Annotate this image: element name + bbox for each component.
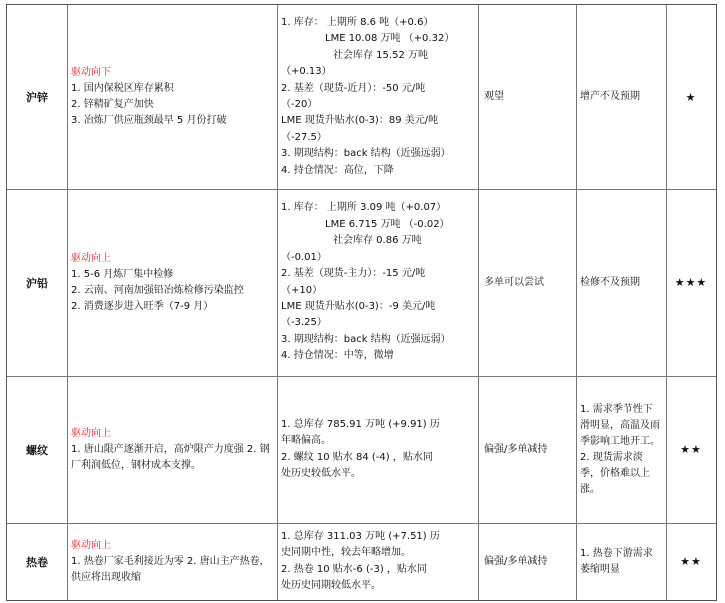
rating-stars-rebar: ★★ <box>680 443 702 456</box>
driver-item: 1. 唐山限产逐渐开启，高炉限产力度强 2. 钢厂利润低位，钢材成本支撑。 <box>71 443 270 471</box>
driver-item: 2. 锌精矿复产加快 <box>71 99 154 110</box>
data-line: 年略偏高。 <box>281 435 331 447</box>
data-line: （-20） <box>281 99 318 110</box>
strategy-table <box>6 4 717 601</box>
driver-heading: 驱动向下 <box>71 67 111 78</box>
rating-stars-zinc: ★ <box>685 90 697 104</box>
risk-cell-hot-coil: 1. 热卷下游需求萎缩明显 <box>580 547 653 575</box>
data-line: 1. 库存： 上期所 8.6 吨（+0.6） <box>281 16 434 28</box>
data-line: 4. 持仓情况：高位，下降 <box>281 164 394 176</box>
data-line: LME 现货升贴水(0-3)：-9 美元/吨 <box>281 300 436 312</box>
data-line: 2. 基差（现货-近月）：-50 元/吨 <box>281 82 426 94</box>
data-line: （-0.01） <box>281 251 327 263</box>
driver-heading: 驱动向上 <box>71 539 111 551</box>
data-cell-hot-coil <box>277 523 478 600</box>
data-line: 社会库存 0.86 万吨 <box>333 235 422 247</box>
driver-cell-zinc <box>67 5 277 189</box>
driver-cell-hot-coil <box>67 523 277 600</box>
data-line: 1. 总库存 785.91 万吨 (+9.91) 历 <box>281 418 440 430</box>
data-line: 处历史较低水平。 <box>281 467 361 479</box>
data-line: 1. 库存： 上期所 3.09 吨（+0.07） <box>281 202 447 214</box>
driver-item: 3. 冶炼厂供应瓶颈最早 5 月份打破 <box>71 115 227 126</box>
data-line: 处历史同期较低水平。 <box>281 579 381 591</box>
strategy-cell-rebar: 偏强/多单减持 <box>484 443 548 455</box>
data-line: LME 10.08 万吨 （+0.32） <box>325 33 455 45</box>
risk-cell-zinc: 增产不及预期 <box>580 91 640 102</box>
strategy-cell-zinc: 观望 <box>484 91 504 102</box>
driver-cell-lead <box>67 189 277 376</box>
data-line: LME 6.715 万吨 （-0.02） <box>325 218 450 230</box>
data-line: LME 现货升贴水(0-3)：89 美元/吨 <box>281 115 439 127</box>
data-cell-zinc <box>277 5 478 189</box>
risk-cell-lead: 检修不及预期 <box>580 276 640 288</box>
data-line: （-27.5） <box>281 131 327 143</box>
data-line: （+10） <box>281 284 323 296</box>
data-line: 2. 螺纹 10 贴水 84 (-4) ，贴水同 <box>281 451 433 463</box>
driver-item: 2. 云南、河南加强铅冶炼检修污染监控 <box>71 284 244 296</box>
rating-stars-hot-coil: ★★ <box>680 555 702 568</box>
data-cell-rebar <box>277 376 478 523</box>
data-line: 2. 热卷 10 贴水-6 (-3) ，贴水同 <box>281 563 427 575</box>
data-line: 4. 持仓情况：中等，微增 <box>281 350 394 362</box>
strategy-cell-hot-coil: 偏强/多单减持 <box>484 555 548 567</box>
rating-stars-lead: ★★★ <box>674 276 708 289</box>
row-name-hot-coil: 热卷 <box>26 555 48 569</box>
risk-cell-rebar: 1. 需求季节性下滑明显，高温及雨季影响工地开工。2. 现货需求淡季，价格难以上涨。 <box>580 403 660 495</box>
data-line: 3. 期现结构：back 结构（近强远弱） <box>281 148 451 160</box>
driver-cell-rebar <box>67 376 277 523</box>
row-name-zinc: 沪锌 <box>26 91 48 104</box>
driver-item: 1. 国内保税区库存累积 <box>71 83 174 94</box>
driver-item: 2. 消费逐步进入旺季（7-9 月） <box>71 300 214 312</box>
strategy-cell-lead: 多单可以尝试 <box>484 276 544 288</box>
data-line: 史同期中性，较去年略增加。 <box>281 547 411 559</box>
driver-heading: 驱动向上 <box>71 252 111 264</box>
data-line: 3. 期现结构：back 结构（近强远弱） <box>281 333 451 345</box>
data-cell-lead <box>277 189 478 376</box>
data-line: 2. 基差（现货-主力）：-15 元/吨 <box>281 268 426 280</box>
row-name-lead: 沪铅 <box>26 276 48 290</box>
driver-item: 1. 5-6 月炼厂集中检修 <box>71 268 174 280</box>
row-name-rebar: 螺纹 <box>26 443 48 457</box>
data-line: （+0.13） <box>281 66 332 78</box>
driver-heading: 驱动向上 <box>71 427 111 439</box>
driver-item: 1. 热卷厂家毛利接近为零 2. 唐山主产热卷，供应将出现收缩 <box>71 555 270 583</box>
data-line: 社会库存 15.52 万吨 <box>333 49 428 61</box>
data-line: 1. 总库存 311.03 万吨 (+7.51) 历 <box>281 530 440 542</box>
data-line: （-3.25） <box>281 317 327 329</box>
